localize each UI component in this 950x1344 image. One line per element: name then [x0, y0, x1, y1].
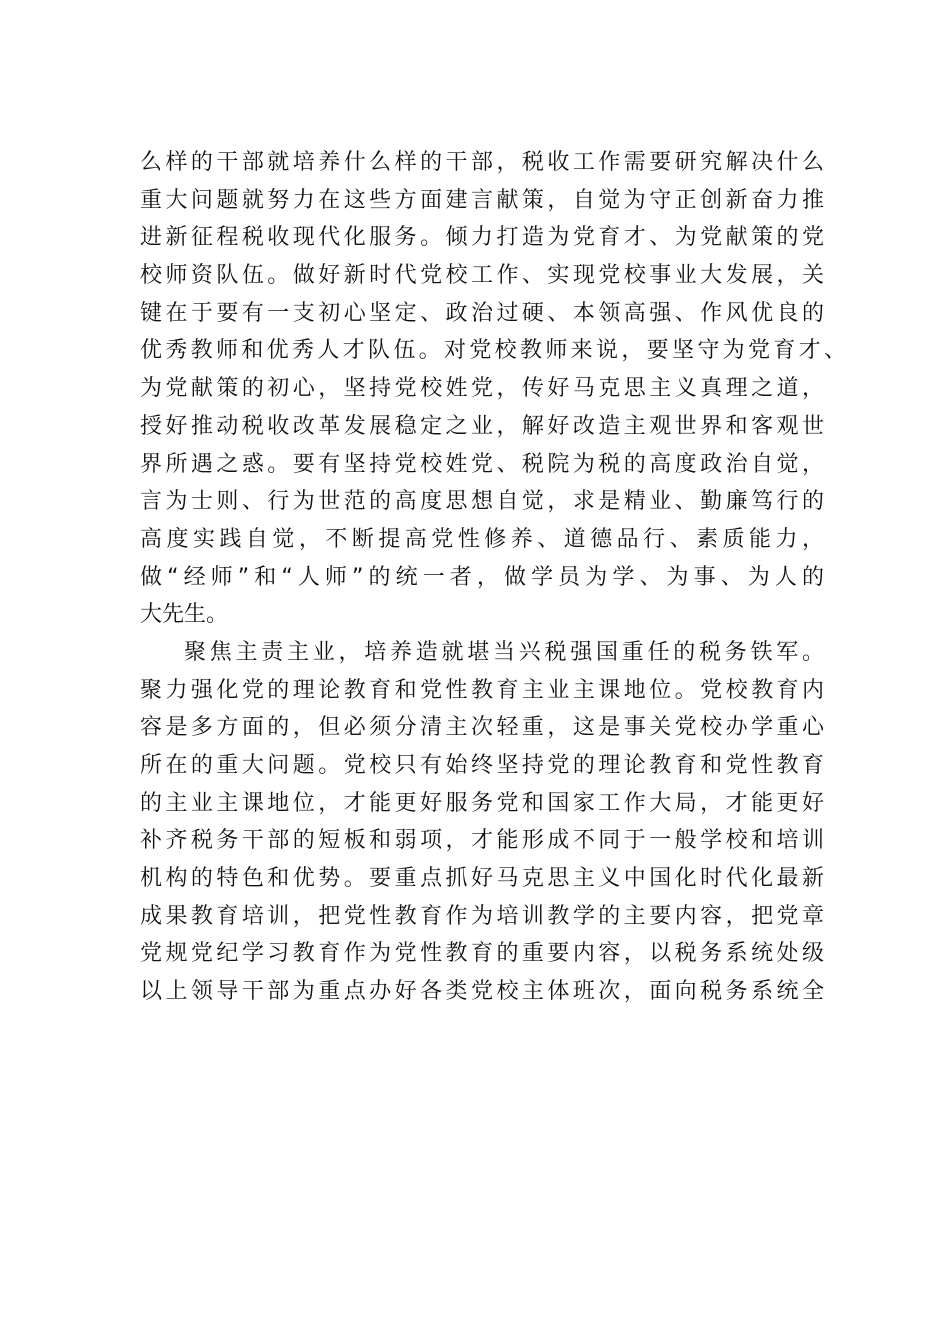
- text-line: 重大问题就努力在这些方面建言献策，自觉为守正创新奋力推: [140, 187, 824, 213]
- document-body: [140, 144, 846, 1011]
- text-line: 的主业主课地位，才能更好服务党和国家工作大局，才能更好: [140, 790, 824, 816]
- text-line: 键在于要有一支初心坚定、政治过硬、本领高强、作风优良的: [140, 300, 824, 326]
- text-line: 大先生。: [140, 602, 229, 628]
- text-line: 容是多方面的，但必须分清主次轻重，这是事关党校办学重心: [140, 715, 824, 741]
- text-line: 为党献策的初心，坚持党校姓党，传好马克思主义真理之道，: [140, 376, 824, 402]
- text-line: 聚力强化党的理论教育和党性教育主业主课地位。党校教育内: [140, 677, 824, 703]
- text-line: 校师资队伍。做好新时代党校工作、实现党校事业大发展，关: [140, 263, 824, 289]
- text-line: 高度实践自觉，不断提高党性修养、道德品行、素质能力，: [140, 526, 824, 552]
- text-line: 党规党纪学习教育作为党性教育的重要内容，以税务系统处级: [140, 941, 824, 967]
- text-line: 聚焦主责主业，培养造就堪当兴税强国重任的税务铁军。: [184, 639, 824, 665]
- text-line: 补齐税务干部的短板和弱项，才能形成不同于一般学校和培训: [140, 828, 824, 854]
- text-line: 以上领导干部为重点办好各类党校主体班次，面向税务系统全: [140, 979, 824, 1005]
- text-line: 所在的重大问题。党校只有始终坚持党的理论教育和党性教育: [140, 753, 824, 778]
- text-line: 界所遇之惑。要有坚持党校姓党、税院为税的高度政治自觉，: [140, 451, 824, 477]
- text-line: 机构的特色和优势。要重点抓好马克思主义中国化时代化最新: [140, 866, 824, 892]
- text-line: 授好推动税收改革发展稳定之业，解好改造主观世界和客观世: [140, 413, 824, 439]
- text-line: 进新征程税收现代化服务。倾力打造为党育才、为党献策的党: [140, 225, 824, 251]
- text-line: 么样的干部就培养什么样的干部，税收工作需要研究解决什么: [140, 150, 824, 175]
- text-line: 成果教育培训，把党性教育作为培训教学的主要内容，把党章: [140, 903, 824, 929]
- text-line: 优秀教师和优秀人才队伍。对党校教师来说，要坚守为党育才、: [140, 338, 846, 364]
- text-line: 言为士则、行为世范的高度思想自觉，求是精业、勤廉笃行的: [140, 489, 824, 515]
- text-line: 做“经师”和“人师”的统一者，做学员为学、为事、为人的: [140, 564, 824, 590]
